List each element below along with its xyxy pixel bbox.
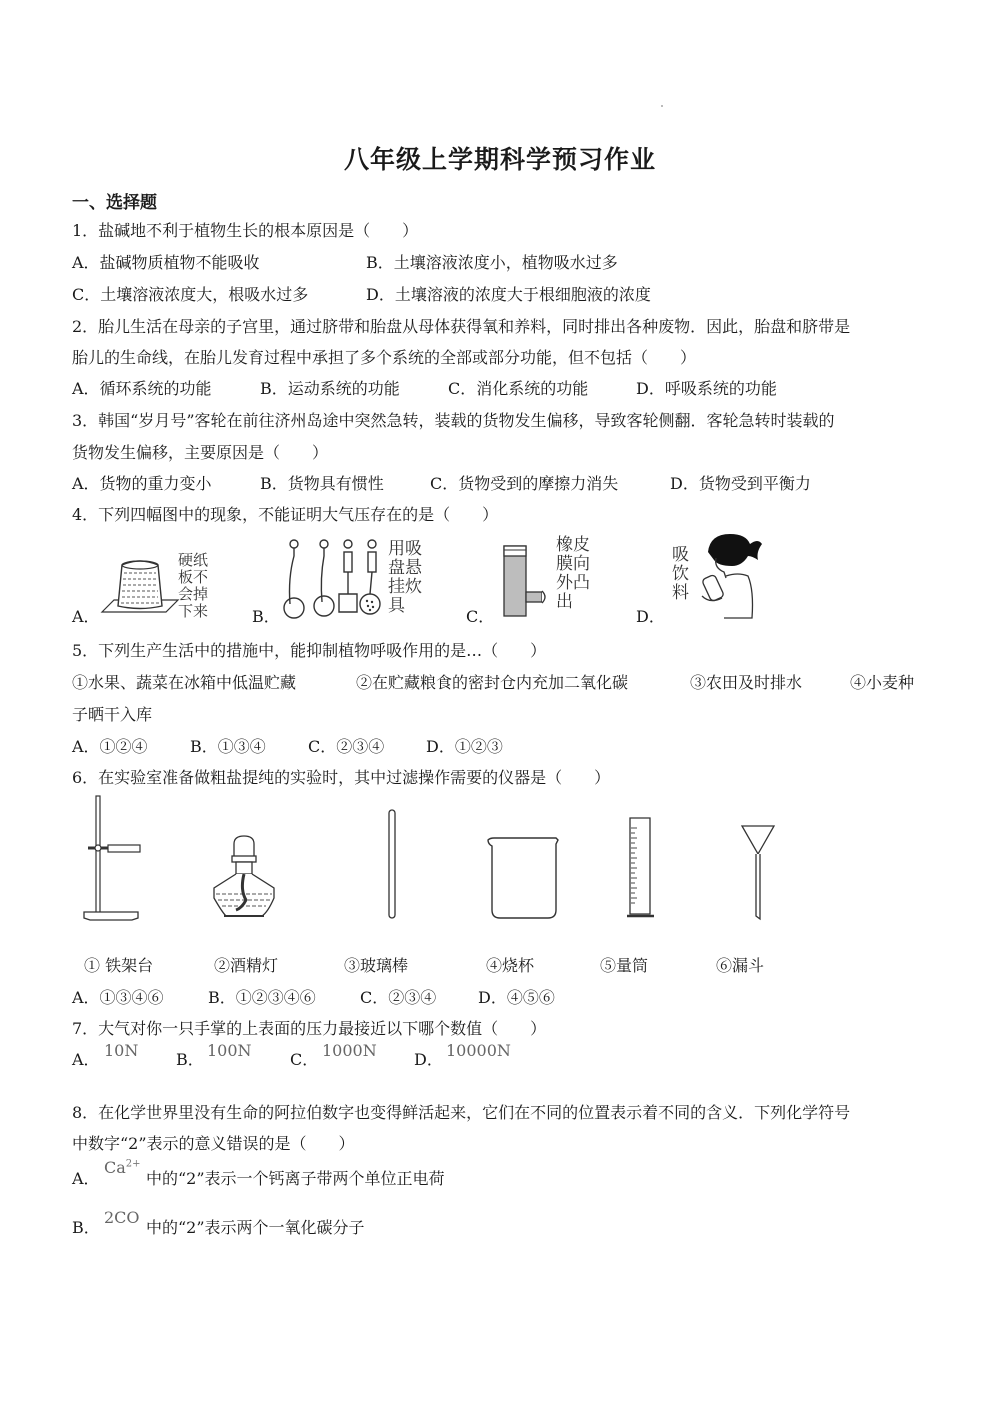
q6-figure-graduated-cylinder xyxy=(626,816,654,920)
q4-label-b: B． xyxy=(252,607,280,626)
q4-figure-cup-card xyxy=(100,555,180,615)
q8-option-b-text: 中的“2”表示两个一氧化碳分子 xyxy=(146,1218,365,1237)
scan-speck xyxy=(661,105,663,107)
q3-option-d: D．货物受到平衡力 xyxy=(670,474,811,493)
q4-figure-rubber-membrane xyxy=(500,542,550,618)
q2-stem-line2: 胎儿的生命线，在胎儿发育过程中承担了多个系统的全部或部分功能，但不包括（ ） xyxy=(72,348,697,367)
q6-option-b: B．①②③④⑥ xyxy=(208,988,316,1007)
q1-option-a: A．盐碱物质植物不能吸收 xyxy=(72,253,260,272)
q7-value-d: 10000N xyxy=(446,1041,511,1060)
q6-figure-iron-stand xyxy=(80,794,144,922)
q6-option-d: D．④⑤⑥ xyxy=(478,988,555,1007)
q2-option-a: A．循环系统的功能 xyxy=(72,379,212,398)
section-heading: 一、选择题 xyxy=(72,193,157,213)
q4-caption-d: 吸饮料 xyxy=(672,545,689,603)
q6-label-1: ① 铁架台 xyxy=(84,956,154,975)
q3-stem-line1: 3．韩国“岁月号”客轮在前往济州岛途中突然急转，装载的货物发生偏移，导致客轮侧翻．客轮急转时装载的 xyxy=(72,411,835,430)
q4-caption-a: 硬纸板不会掉下来 xyxy=(178,551,209,620)
q6-label-2: ②酒精灯 xyxy=(214,956,279,975)
q4-figure-suction-hooks xyxy=(282,538,392,620)
q7-option-d: D． xyxy=(414,1050,443,1069)
q7-value-a: 10N xyxy=(104,1041,139,1060)
q8-option-a-label: A． xyxy=(72,1169,100,1188)
q6-option-c: C．②③④ xyxy=(360,988,437,1007)
calcium-symbol: Ca xyxy=(104,1158,126,1177)
q6-label-6: ⑥漏斗 xyxy=(716,956,765,975)
q2-option-d: D．呼吸系统的功能 xyxy=(636,379,777,398)
q4-stem: 4．下列四幅图中的现象，不能证明大气压存在的是（ ） xyxy=(72,505,499,524)
charge-superscript: 2+ xyxy=(125,1158,141,1170)
q5-item-2: ②在贮藏粮食的密封仓内充加二氧化碳 xyxy=(356,673,629,692)
q6-label-3: ③玻璃棒 xyxy=(344,956,409,975)
q1-option-b: B．土壤溶液浓度小，植物吸水过多 xyxy=(366,253,618,272)
q5-option-a: A．①②④ xyxy=(72,737,148,756)
q5-item-4a: ④小麦种 xyxy=(850,673,915,692)
q7-option-a: A． xyxy=(72,1050,100,1069)
q4-label-c: C． xyxy=(466,607,495,626)
q8-option-b-label: B． xyxy=(72,1218,100,1237)
q6-figure-glass-rod xyxy=(386,808,400,920)
q7-value-c: 1000N xyxy=(322,1041,377,1060)
q4-label-d: D． xyxy=(636,607,665,626)
q1-stem: 1．盐碱地不利于植物生长的根本原因是（ ） xyxy=(72,221,419,240)
q7-value-b: 100N xyxy=(207,1041,252,1060)
q4-label-a: A． xyxy=(72,607,100,626)
q6-stem: 6．在实验室准备做粗盐提纯的实验时，其中过滤操作需要的仪器是（ ） xyxy=(72,768,611,787)
q6-figure-alcohol-lamp xyxy=(212,836,278,920)
q2-option-c: C．消化系统的功能 xyxy=(448,379,589,398)
q5-item-4b: 子晒干入库 xyxy=(72,705,153,724)
q5-item-3: ③农田及时排水 xyxy=(690,673,803,692)
q5-stem: 5．下列生产生活中的措施中，能抑制植物呼吸作用的是…（ ） xyxy=(72,641,547,660)
q6-label-5: ⑤量筒 xyxy=(600,956,649,975)
q1-option-d: D．土壤溶液的浓度大于根细胞液的浓度 xyxy=(366,285,651,304)
q8-option-a-text: 中的“2”表示一个钙离子带两个单位正电荷 xyxy=(146,1169,445,1188)
q7-option-b: B． xyxy=(176,1050,204,1069)
q8-option-a-formula xyxy=(104,1158,141,1177)
q7-option-c: C． xyxy=(290,1050,319,1069)
q5-option-c: C．②③④ xyxy=(308,737,385,756)
q3-stem-line2: 货物发生偏移，主要原因是（ ） xyxy=(72,443,329,462)
q2-stem-line1: 2．胎儿生活在母亲的子宫里，通过脐带和胎盘从母体获得氧和养料，同时排出各种废物．因此，胎盘和脐带是 xyxy=(72,317,851,336)
q1-option-c: C．土壤溶液浓度大，根吸水过多 xyxy=(72,285,309,304)
q6-figure-funnel xyxy=(740,824,776,920)
q5-item-1: ①水果、蔬菜在冰箱中低温贮藏 xyxy=(72,673,297,692)
q5-option-b: B．①③④ xyxy=(190,737,266,756)
q6-label-4: ④烧杯 xyxy=(486,956,535,975)
page-title: 八年级上学期科学预习作业 xyxy=(343,145,656,174)
q4-caption-c: 橡皮膜向外凸出 xyxy=(556,535,590,612)
q3-option-c: C．货物受到的摩擦力消失 xyxy=(430,474,619,493)
q8-stem-line2: 中数字“2”表示的意义错误的是（ ） xyxy=(72,1134,355,1153)
q2-option-b: B．运动系统的功能 xyxy=(260,379,400,398)
q6-figure-beaker xyxy=(486,836,562,920)
q8-option-b-formula: 2CO xyxy=(104,1208,140,1227)
q3-option-b: B．货物具有惯性 xyxy=(260,474,384,493)
q4-figure-girl-drinking xyxy=(696,530,766,620)
q6-option-a: A．①③④⑥ xyxy=(72,988,164,1007)
q3-option-a: A．货物的重力变小 xyxy=(72,474,212,493)
q4-caption-b: 用吸盘悬挂炊具 xyxy=(388,539,422,616)
q8-stem-line1: 8．在化学世界里没有生命的阿拉伯数字也变得鲜活起来，它们在不同的位置表示着不同的含义．下列化学符号 xyxy=(72,1103,851,1122)
q5-option-d: D．①②③ xyxy=(426,737,503,756)
q7-stem: 7．大气对你一只手掌的上表面的压力最接近以下哪个数值（ ） xyxy=(72,1019,547,1038)
